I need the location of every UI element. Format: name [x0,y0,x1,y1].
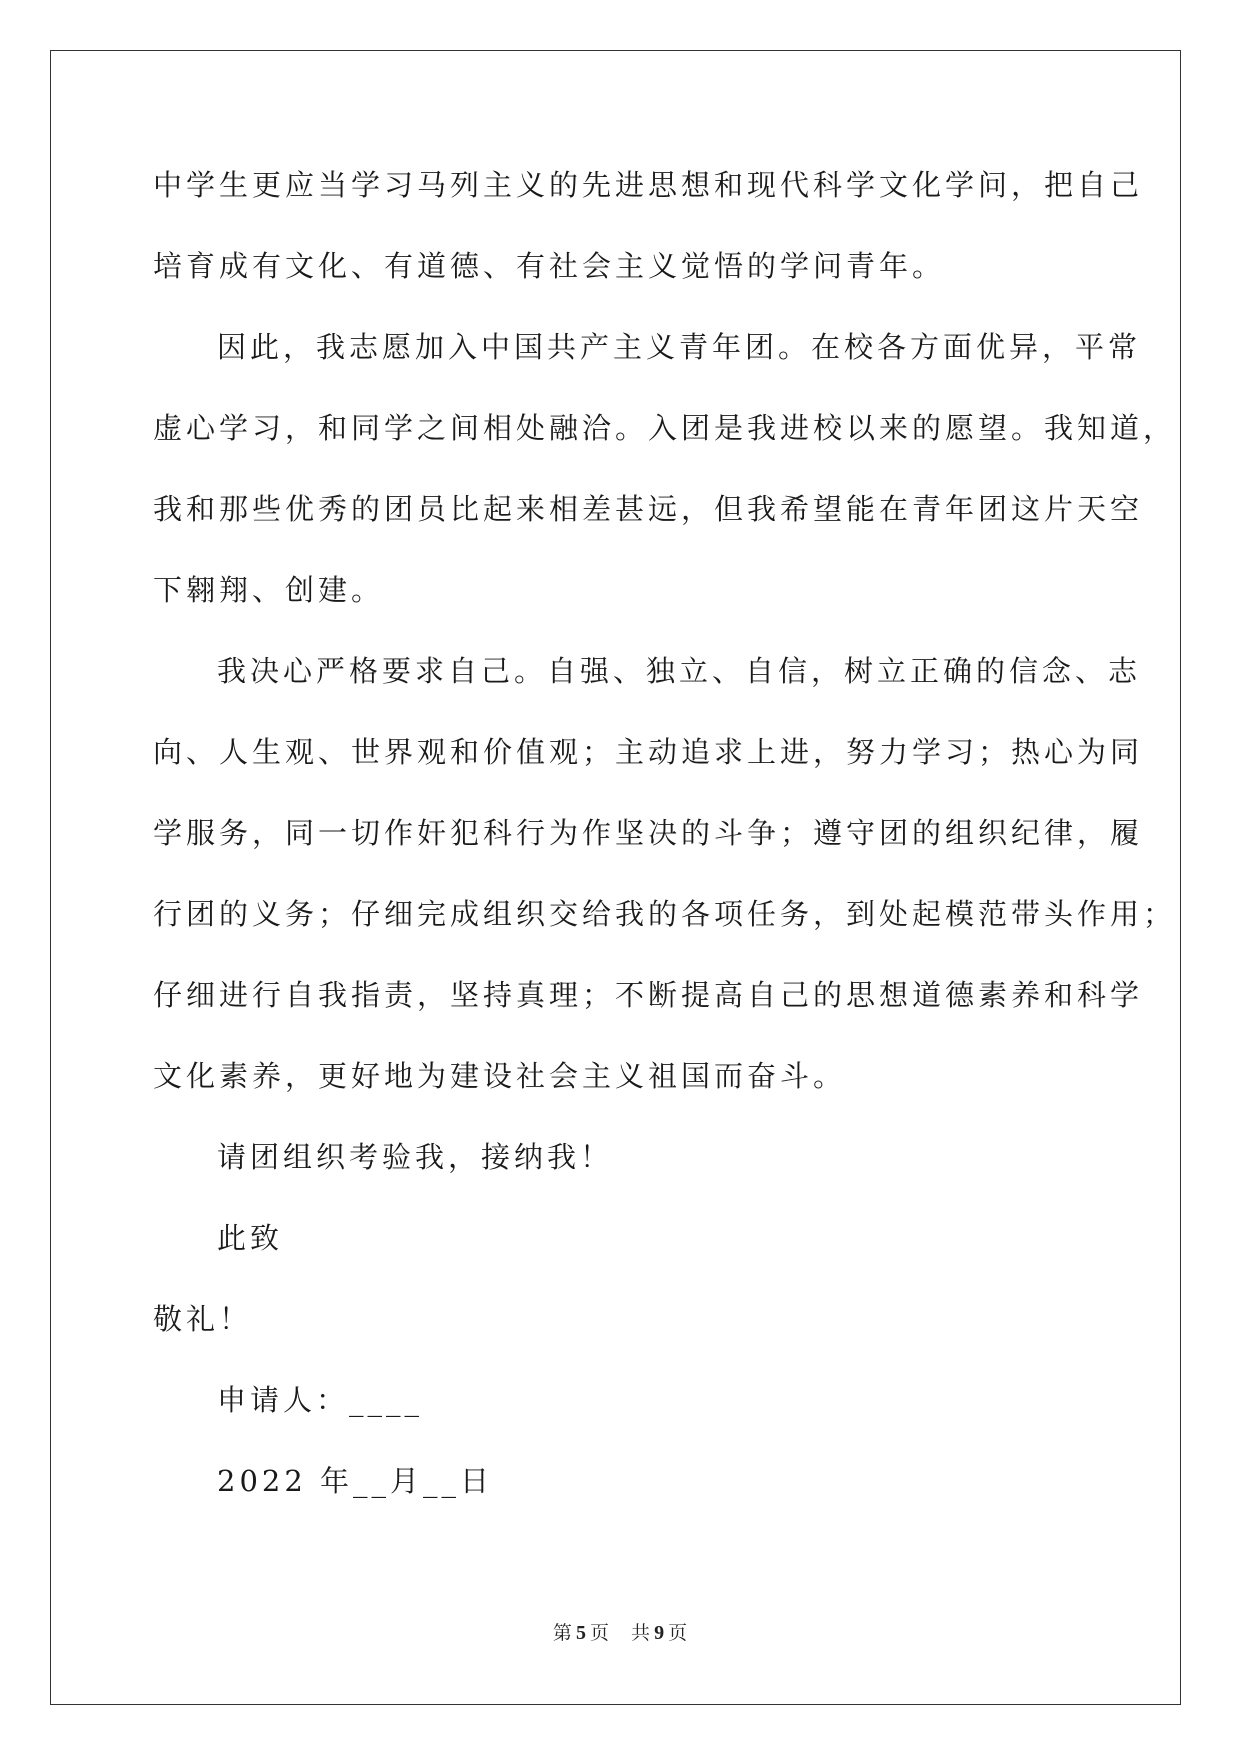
letter-body [153,165,1177,1542]
applicant-signature: 申请人：____ [217,1383,424,1417]
text-line: 我决心严格要求自己。自强、独立、自信，树立正确的信念、志 [217,654,1142,688]
closing-request: 请团组织考验我，接纳我！ [217,1140,614,1174]
text-line: 虚心学习，和同学之间相处融洽。入团是我进校以来的愿望。我知道， [153,411,1177,445]
text-line: 向、人生观、世界观和价值观；主动追求上进，努力学习；热心为同 [153,735,1144,769]
date-line: 2022 年__月__日 [217,1464,494,1498]
text-line: 仔细进行自我指责，坚持真理；不断提高自己的思想道德素养和科学 [153,978,1144,1012]
text-line: 中学生更应当学习马列主义的先进思想和现代科学文化学问，把自己 [153,168,1144,202]
text-line: 下翱翔、创建。 [153,573,385,607]
text-line: 因此，我志愿加入中国共产主义青年团。在校各方面优异，平常 [217,330,1142,364]
salutation-regards: 敬礼！ [153,1302,253,1336]
page-number-footer [0,1618,1241,1645]
footer-mid: 页 共 [589,1622,652,1644]
text-line: 文化素养，更好地为建设社会主义祖国而奋斗。 [153,1059,847,1093]
footer-prefix: 第 [552,1622,573,1644]
text-line: 我和那些优秀的团员比起来相差甚远，但我希望能在青年团这片天空 [153,492,1144,526]
current-page-number: 5 [575,1622,587,1644]
text-line: 行团的义务；仔细完成组织交给我的各项任务，到处起模范带头作用； [153,897,1177,931]
salutation-closing: 此致 [217,1221,284,1255]
total-pages-number: 9 [654,1622,666,1644]
footer-suffix: 页 [668,1622,689,1644]
text-line: 学服务，同一切作奸犯科行为作坚决的斗争；遵守团的组织纪律，履 [153,816,1144,850]
text-line: 培育成有文化、有道德、有社会主义觉悟的学问青年。 [153,249,946,283]
